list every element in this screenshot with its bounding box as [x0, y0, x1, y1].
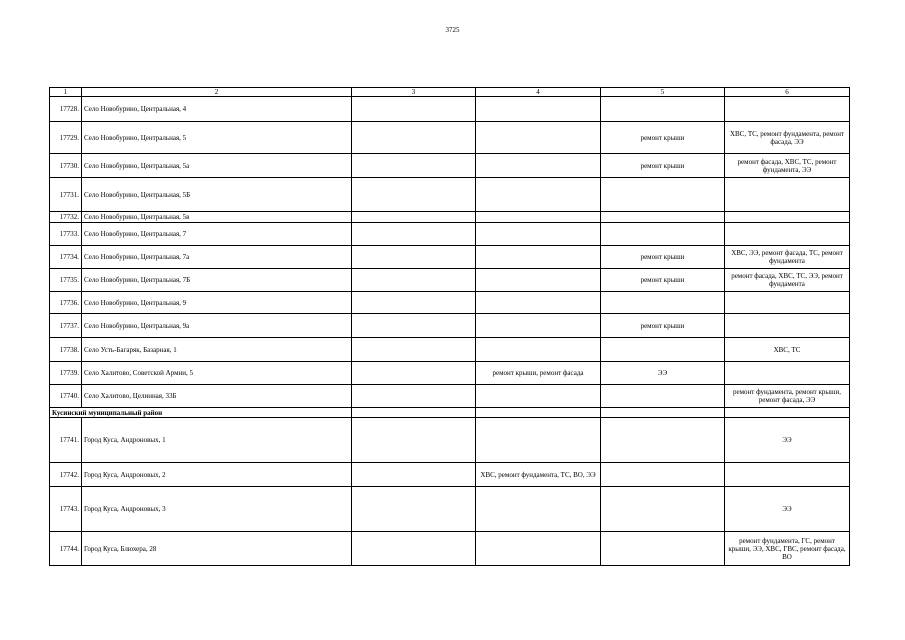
row-number: 17739.	[50, 362, 82, 385]
cell-col3	[352, 408, 476, 418]
cell-col4	[476, 122, 601, 154]
row-number: 17730.	[50, 154, 82, 178]
table-row	[50, 212, 850, 223]
registry-table	[49, 87, 850, 566]
cell-col5	[601, 223, 725, 246]
cell-col3	[352, 338, 476, 362]
address-cell: Село Новобурино, Центральная, 5Б	[82, 178, 352, 212]
table-row	[50, 178, 850, 212]
column-header: 4	[476, 88, 601, 97]
cell-col3	[352, 487, 476, 532]
cell-col6: ХВС, ЭЭ, ремонт фасада, ТС, ремонт фундамента	[725, 246, 850, 269]
cell-col4	[476, 292, 601, 314]
table-row	[50, 154, 850, 178]
table-row	[50, 385, 850, 408]
cell-col3	[352, 292, 476, 314]
address-cell: Село Халитово, Целинная, 33Б	[82, 385, 352, 408]
column-header: 2	[82, 88, 352, 97]
cell-col4	[476, 338, 601, 362]
column-header: 1	[50, 88, 82, 97]
section-header-row	[50, 408, 850, 418]
address-cell: Село Новобурино, Центральная, 7	[82, 223, 352, 246]
cell-col6: ремонт фундамента, ГС, ремонт крыши, ЭЭ, ХВС, ГВС, ремонт фасада, ВО	[725, 532, 850, 566]
table-row	[50, 487, 850, 532]
row-number: 17744.	[50, 532, 82, 566]
cell-col3	[352, 269, 476, 292]
row-number: 17733.	[50, 223, 82, 246]
column-header: 5	[601, 88, 725, 97]
cell-col3	[352, 154, 476, 178]
table-row	[50, 338, 850, 362]
table-row	[50, 362, 850, 385]
cell-col4	[476, 408, 601, 418]
cell-col3	[352, 212, 476, 223]
cell-col4	[476, 269, 601, 292]
address-cell: Село Халитово, Советской Армии, 5	[82, 362, 352, 385]
cell-col6: ХВС, ТС	[725, 338, 850, 362]
cell-col6	[725, 314, 850, 338]
cell-col6	[725, 408, 850, 418]
row-number: 17738.	[50, 338, 82, 362]
cell-col5: ремонт крыши	[601, 246, 725, 269]
column-header-row	[50, 88, 850, 97]
row-number: 17743.	[50, 487, 82, 532]
address-cell: Село Новобурино, Центральная, 7а	[82, 246, 352, 269]
cell-col6: ЭЭ	[725, 487, 850, 532]
cell-col4	[476, 418, 601, 463]
table-row	[50, 292, 850, 314]
cell-col6	[725, 97, 850, 122]
row-number: 17741.	[50, 418, 82, 463]
address-cell: Село Новобурино, Центральная, 5в	[82, 212, 352, 223]
cell-col5	[601, 97, 725, 122]
row-number: 17736.	[50, 292, 82, 314]
table-row	[50, 223, 850, 246]
cell-col3	[352, 246, 476, 269]
cell-col6: ремонт фундамента, ремонт крыши, ремонт фасада, ЭЭ	[725, 385, 850, 408]
row-number: 17742.	[50, 463, 82, 487]
cell-col6	[725, 463, 850, 487]
table-row	[50, 463, 850, 487]
cell-col3	[352, 362, 476, 385]
cell-col5: ЭЭ	[601, 362, 725, 385]
address-cell: Село Новобурино, Центральная, 5	[82, 122, 352, 154]
cell-col6: ремонт фасада, ХВС, ТС, ремонт фундамента, ЭЭ	[725, 154, 850, 178]
table-row	[50, 246, 850, 269]
row-number: 17729.	[50, 122, 82, 154]
cell-col5	[601, 418, 725, 463]
cell-col3	[352, 122, 476, 154]
cell-col5: ремонт крыши	[601, 269, 725, 292]
cell-col4	[476, 212, 601, 223]
cell-col3	[352, 97, 476, 122]
table-row	[50, 314, 850, 338]
cell-col6	[725, 292, 850, 314]
cell-col6	[725, 362, 850, 385]
address-cell: Город Куса, Андроновых, 1	[82, 418, 352, 463]
address-cell: Город Куса, Блюхера, 28	[82, 532, 352, 566]
cell-col3	[352, 532, 476, 566]
row-number: 17731.	[50, 178, 82, 212]
section-title: Кусинский муниципальный район	[50, 408, 352, 418]
cell-col4: ХВС, ремонт фундамента, ТС, ВО, ЭЭ	[476, 463, 601, 487]
row-number: 17735.	[50, 269, 82, 292]
cell-col5	[601, 178, 725, 212]
cell-col6	[725, 223, 850, 246]
column-header: 3	[352, 88, 476, 97]
cell-col3	[352, 178, 476, 212]
address-cell: Село Новобурино, Центральная, 4	[82, 97, 352, 122]
row-number: 17734.	[50, 246, 82, 269]
cell-col6	[725, 212, 850, 223]
table-row	[50, 122, 850, 154]
cell-col4	[476, 154, 601, 178]
cell-col5	[601, 292, 725, 314]
cell-col3	[352, 463, 476, 487]
row-number: 17737.	[50, 314, 82, 338]
cell-col5: ремонт крыши	[601, 314, 725, 338]
cell-col6: ХВС, ТС, ремонт фундамента, ремонт фасада, ЭЭ	[725, 122, 850, 154]
cell-col5	[601, 487, 725, 532]
cell-col6	[725, 178, 850, 212]
address-cell: Село Новобурино, Центральная, 9	[82, 292, 352, 314]
cell-col3	[352, 314, 476, 338]
cell-col5	[601, 385, 725, 408]
table-row	[50, 418, 850, 463]
row-number: 17728.	[50, 97, 82, 122]
cell-col5	[601, 532, 725, 566]
cell-col3	[352, 223, 476, 246]
cell-col3	[352, 385, 476, 408]
cell-col3	[352, 418, 476, 463]
table-row	[50, 269, 850, 292]
row-number: 17732.	[50, 212, 82, 223]
cell-col4	[476, 487, 601, 532]
column-header: 6	[725, 88, 850, 97]
row-number: 17740.	[50, 385, 82, 408]
cell-col6: ЭЭ	[725, 418, 850, 463]
cell-col4	[476, 246, 601, 269]
cell-col5: ремонт крыши	[601, 154, 725, 178]
cell-col5	[601, 338, 725, 362]
cell-col4	[476, 385, 601, 408]
address-cell: Село Новобурино, Центральная, 9а	[82, 314, 352, 338]
address-cell: Село Усть-Багаряк, Базарная, 1	[82, 338, 352, 362]
address-cell: Город Куса, Андроновых, 2	[82, 463, 352, 487]
cell-col4	[476, 178, 601, 212]
cell-col4	[476, 97, 601, 122]
cell-col5	[601, 212, 725, 223]
address-cell: Город Куса, Андроновых, 3	[82, 487, 352, 532]
cell-col5: ремонт крыши	[601, 122, 725, 154]
cell-col5	[601, 408, 725, 418]
cell-col4	[476, 223, 601, 246]
page-number: 3725	[445, 26, 460, 34]
cell-col4	[476, 532, 601, 566]
table-row	[50, 532, 850, 566]
table-row	[50, 97, 850, 122]
address-cell: Село Новобурино, Центральная, 5а	[82, 154, 352, 178]
cell-col4: ремонт крыши, ремонт фасада	[476, 362, 601, 385]
cell-col6: ремонт фасада, ХВС, ТС, ЭЭ, ремонт фундамента	[725, 269, 850, 292]
address-cell: Село Новобурино, Центральная, 7Б	[82, 269, 352, 292]
cell-col4	[476, 314, 601, 338]
cell-col5	[601, 463, 725, 487]
